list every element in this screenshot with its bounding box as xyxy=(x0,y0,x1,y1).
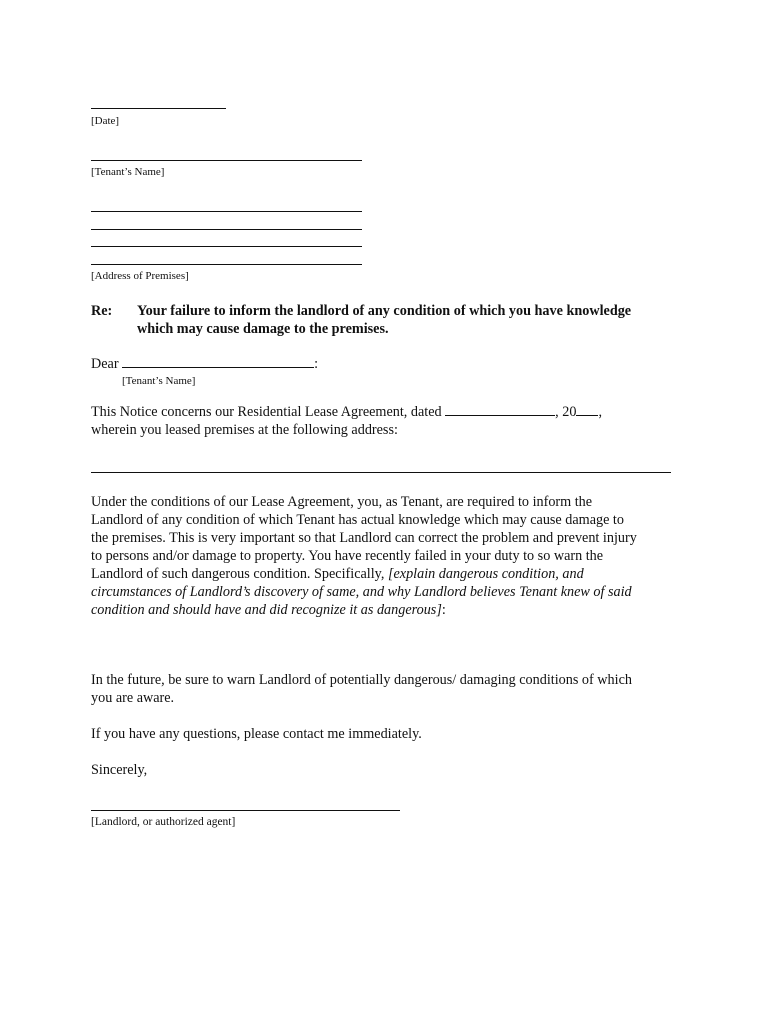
conditions-line-4: to persons and/or damage to property. You have recently failed in your duty to so warn the xyxy=(91,548,604,564)
notice-year-prefix: , 20 xyxy=(555,404,577,420)
conditions-line-5 xyxy=(91,565,637,583)
conditions-line-1: Under the conditions of our Lease Agreement, you, as Tenant, are required to inform the xyxy=(91,494,593,510)
salutation-dear: Dear xyxy=(91,356,119,372)
notice-line-2: wherein you leased premises at the following address: xyxy=(91,422,398,438)
conditions-line-7 xyxy=(91,601,637,619)
salutation-name-blank[interactable] xyxy=(122,355,314,368)
signature-label: [Landlord, or authorized agent] xyxy=(91,816,236,828)
instruction-text-end: condition and should have and did recognize it as dangerous] xyxy=(91,602,442,618)
notice-line-1-prefix: This Notice concerns our Residential Lease Agreement, dated xyxy=(91,404,442,420)
address-blank-line-1[interactable] xyxy=(91,211,362,212)
conditions-line-3: the premises. This is very important so that Landlord can correct the problem and prevent injury xyxy=(91,530,637,546)
conditions-line-7-colon: : xyxy=(441,602,446,618)
address-blank-line-4[interactable] xyxy=(91,264,362,265)
re-subject-line-2: which may cause damage to the premises. xyxy=(137,321,389,337)
future-paragraph xyxy=(91,671,632,707)
date-blank-line[interactable] xyxy=(91,108,226,109)
conditions-paragraph xyxy=(91,493,637,619)
salutation-colon: : xyxy=(314,356,319,372)
notice-line-1 xyxy=(91,403,602,421)
instruction-text-start: [explain dangerous condition, and xyxy=(387,566,584,582)
signature-blank-line[interactable] xyxy=(91,810,400,811)
lease-year-blank[interactable] xyxy=(576,403,598,416)
notice-line-1-suffix: , xyxy=(598,404,602,420)
notice-paragraph xyxy=(91,403,602,439)
tenant-name-blank-line[interactable] xyxy=(91,160,362,161)
closing-line: Sincerely, xyxy=(91,762,148,778)
tenant-name-label: [Tenant’s Name] xyxy=(91,166,165,178)
future-line-2: you are aware. xyxy=(91,690,175,706)
re-subject xyxy=(137,302,697,338)
date-label: [Date] xyxy=(91,115,120,127)
address-blank-line-3[interactable] xyxy=(91,246,362,247)
future-line-1: In the future, be sure to warn Landlord of potentially dangerous/ damaging conditions of which xyxy=(91,672,632,688)
questions-line: If you have any questions, please contact me immediately. xyxy=(91,726,422,742)
salutation-name-label: [Tenant’s Name] xyxy=(122,375,196,387)
salutation xyxy=(91,355,318,373)
premises-address-blank-line[interactable] xyxy=(91,472,671,473)
lease-date-blank[interactable] xyxy=(445,403,555,416)
address-blank-line-2[interactable] xyxy=(91,229,362,230)
re-subject-line-1: Your failure to inform the landlord of any condition of which you have knowledge xyxy=(137,303,632,319)
instruction-text-middle: circumstances of Landlord’s discovery of same, and why Landlord believes Tenant knew of said xyxy=(91,584,632,600)
conditions-line-5-plain: Landlord of such dangerous condition. Specifically, xyxy=(91,566,388,582)
conditions-line-2: Landlord of any condition of which Tenant has actual knowledge which may cause damage to xyxy=(91,512,624,528)
re-label: Re: xyxy=(91,303,113,319)
address-label: [Address of Premises] xyxy=(91,270,189,282)
